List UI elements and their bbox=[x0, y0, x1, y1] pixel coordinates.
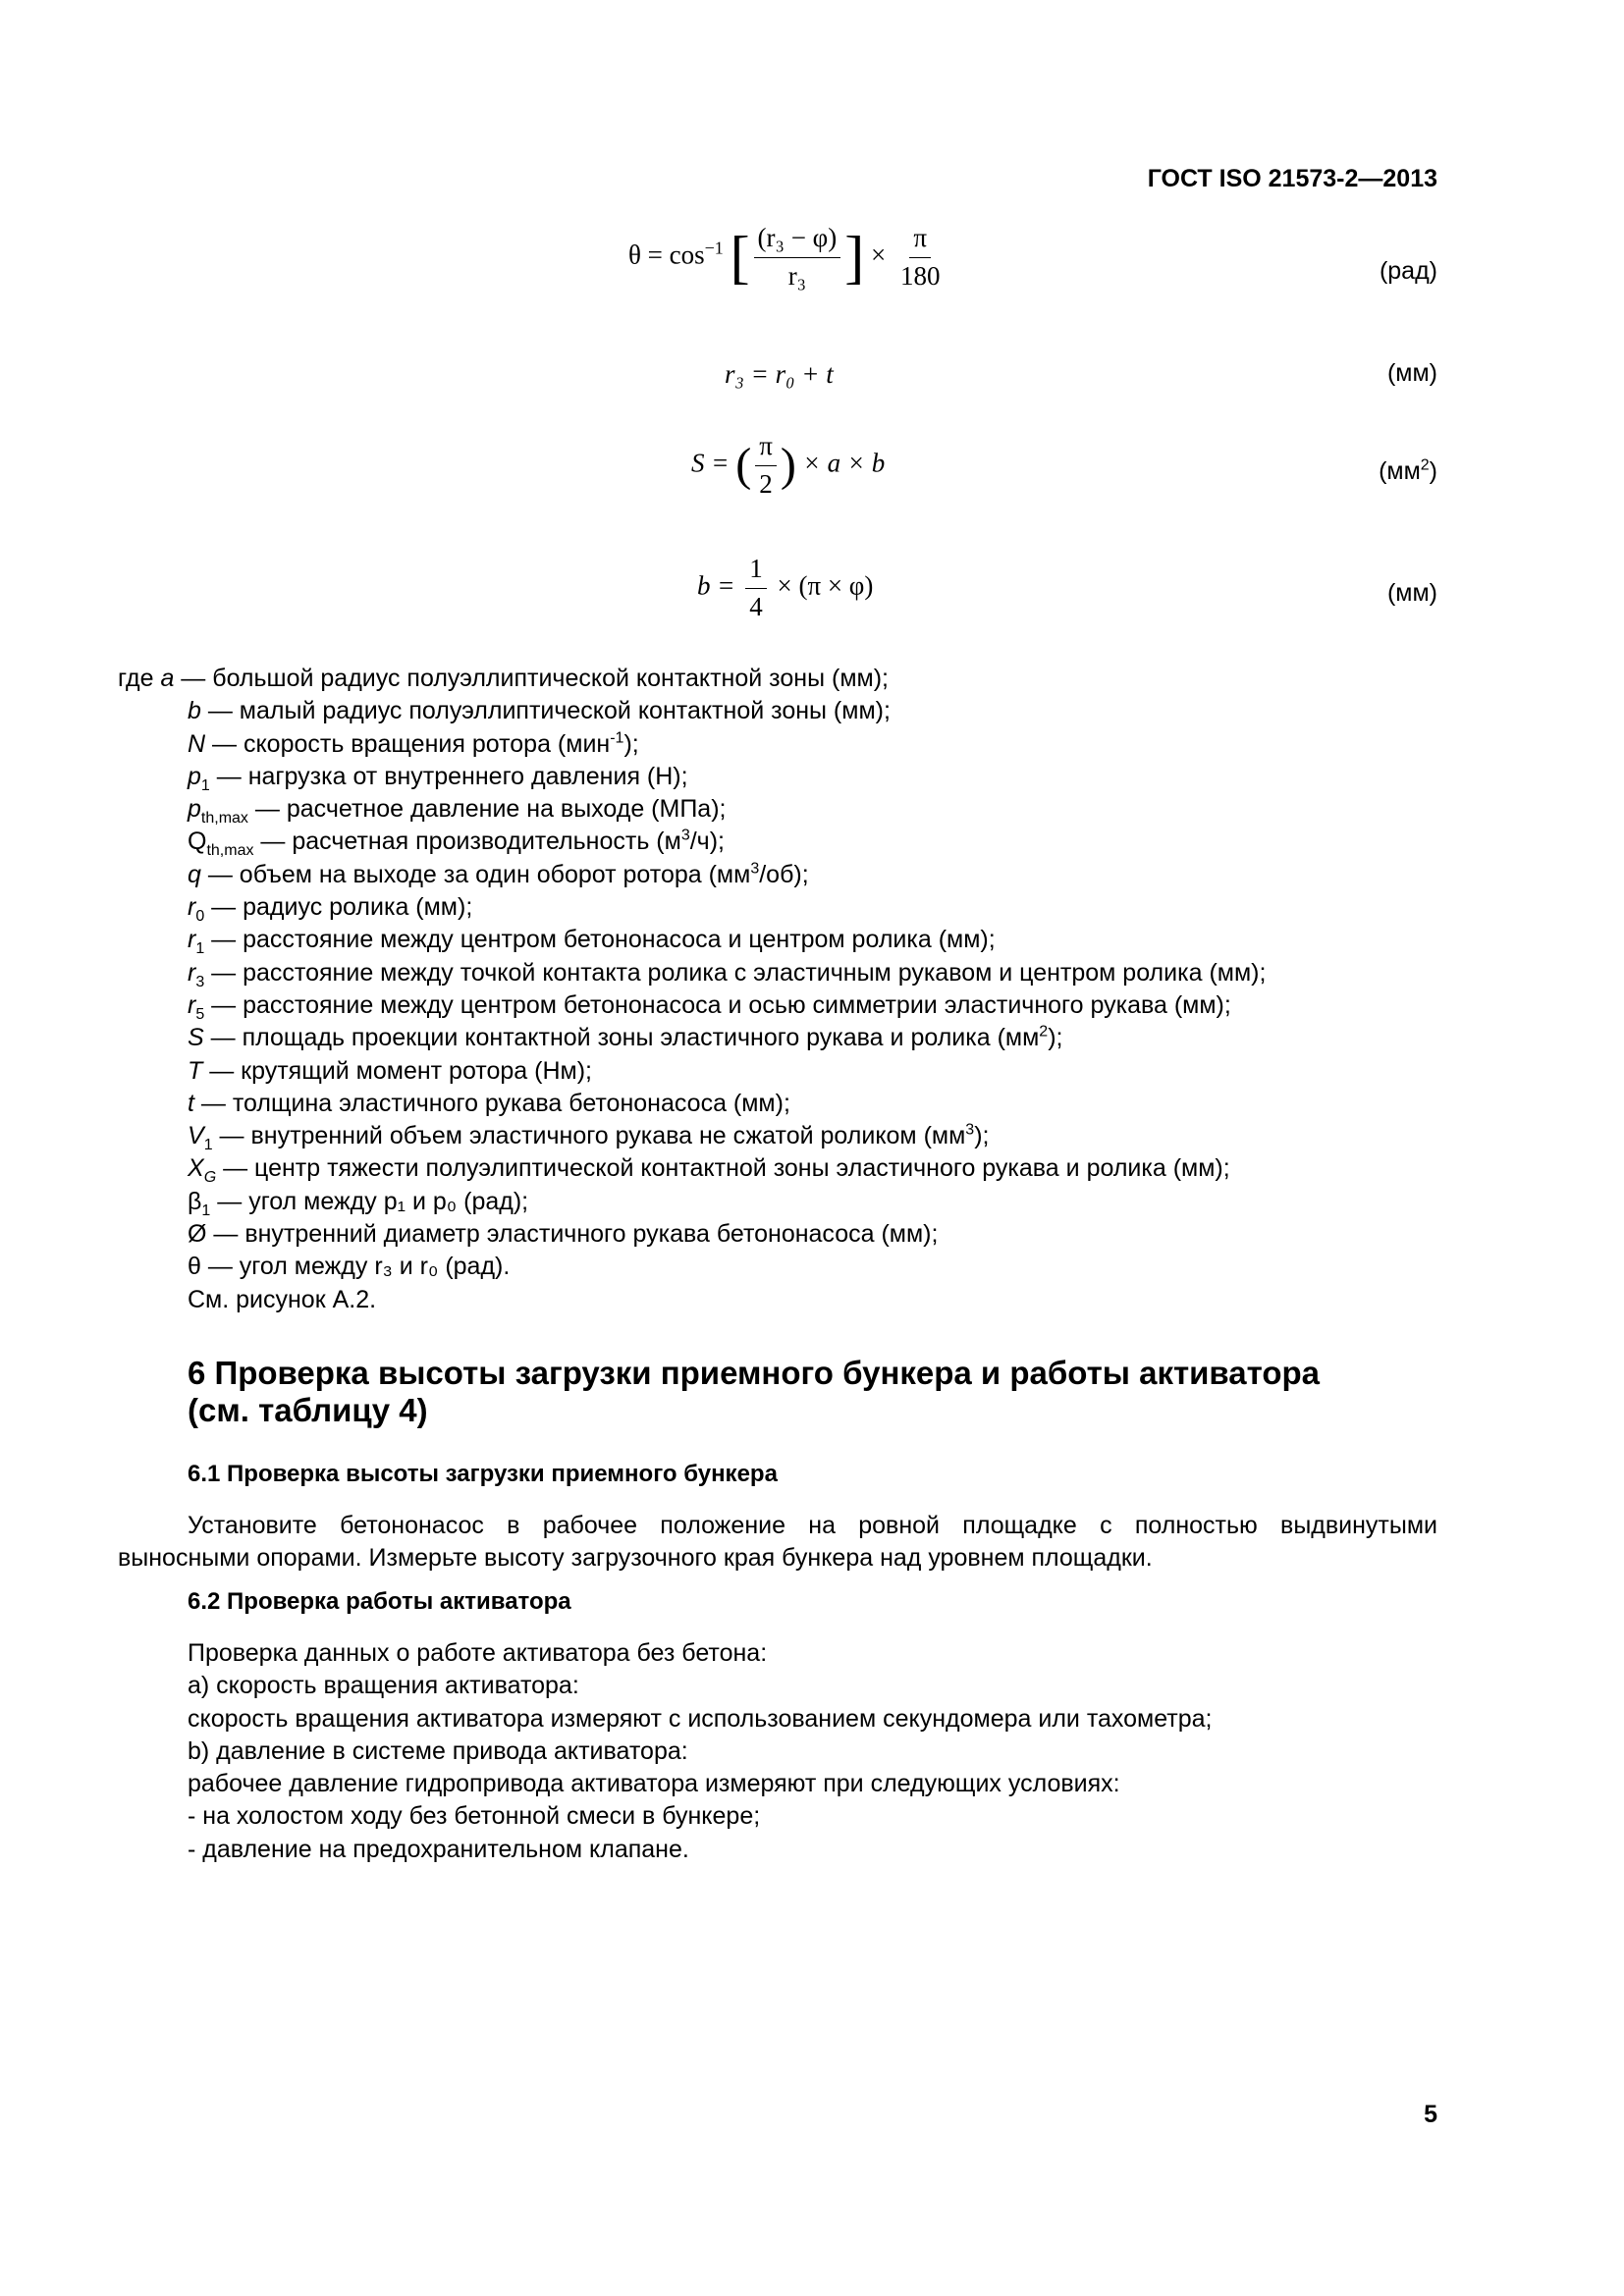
definition-text: — расстояние между точкой контакта ролика с эластичным рукавом и центром ролика (мм); bbox=[204, 958, 1267, 987]
definition-text: — толщина эластичного рукава бетононасоса (мм); bbox=[193, 1089, 790, 1117]
formula-s bbox=[691, 432, 885, 499]
definition-text: — радиус ролика (мм); bbox=[204, 893, 473, 922]
definition-row bbox=[118, 1022, 1266, 1054]
definition-text: — расстояние между центром бетононасоса и центром ролика (мм); bbox=[204, 926, 996, 954]
formula-s-unit bbox=[1379, 457, 1437, 486]
definition-text: — объем на выходе за один оборот ротора (мм bbox=[200, 860, 751, 888]
definition-text: — внутренний диаметр эластичного рукава бетононасоса (мм); bbox=[206, 1220, 939, 1249]
definition-row bbox=[118, 924, 1266, 956]
bracket-close: ] bbox=[844, 225, 865, 291]
definition-sub: 1 bbox=[200, 776, 210, 794]
definition-row bbox=[118, 695, 1266, 727]
definitions-intro: где bbox=[118, 665, 154, 692]
definition-sub: 1 bbox=[201, 1201, 211, 1219]
fraction-denominator: 180 bbox=[899, 260, 941, 291]
definition-text: — площадь проекции контактной зоны эластичного рукава и ролика (мм bbox=[203, 1024, 1040, 1052]
formula-theta bbox=[628, 224, 947, 291]
unit-base: (мм bbox=[1379, 457, 1421, 485]
formula-s-rest: × a × b bbox=[802, 448, 886, 478]
formula-r3: r₃ = r₀ + t bbox=[725, 359, 834, 389]
list-item: a) скорость вращения активатора: bbox=[188, 1672, 579, 1700]
definition-row bbox=[118, 1088, 1266, 1120]
section-6-title-line2: (см. таблицу 4) bbox=[188, 1392, 428, 1428]
definition-symbol: Ø bbox=[188, 1220, 207, 1249]
list-item: - на холостом ходу без бетонной смеси в бункере; bbox=[188, 1802, 761, 1831]
definition-row bbox=[118, 1152, 1266, 1185]
definition-symbol: X bbox=[188, 1154, 204, 1183]
definition-symbol: r bbox=[188, 990, 196, 1019]
document-header: ГОСТ ISO 21573-2—2013 bbox=[1147, 165, 1437, 192]
definition-symbol: T bbox=[188, 1056, 203, 1085]
definition-text: — скорость вращения ротора (мин bbox=[205, 729, 611, 758]
definition-tail: ); bbox=[623, 729, 639, 758]
fraction-denominator: 2 bbox=[759, 468, 773, 499]
formula-r3-unit: (мм) bbox=[1386, 359, 1437, 387]
definition-tail: /ч); bbox=[689, 828, 725, 856]
fraction-pi-180 bbox=[896, 224, 945, 291]
definition-sup: 2 bbox=[1039, 1023, 1049, 1041]
definition-row bbox=[118, 1218, 1266, 1251]
definition-text: — нагрузка от внутреннего давления (Н); bbox=[209, 762, 688, 790]
definition-sub: 3 bbox=[195, 973, 205, 990]
definition-text: — угол между r₃ и r₀ (рад). bbox=[200, 1253, 511, 1281]
subsection-6-1-title: 6.1 Проверка высоты загрузки приемного бункера bbox=[188, 1461, 778, 1487]
section-6-title bbox=[188, 1355, 1464, 1429]
paragraph-line: Установите бетононасос в рабочее положение на ровной площадке с полностью выдвинутыми bbox=[188, 1512, 1437, 1539]
definition-text: — центр тяжести полуэлиптической контактной зоны эластичного рукава и ролика (мм); bbox=[216, 1154, 1230, 1183]
definition-sub: 1 bbox=[195, 940, 205, 958]
definition-text: — расстояние между центром бетононасоса и осью симметрии эластичного рукава (мм); bbox=[204, 990, 1231, 1019]
definition-tail: ); bbox=[974, 1122, 990, 1150]
definition-sup: 3 bbox=[965, 1121, 975, 1139]
definition-symbol: S bbox=[188, 1024, 204, 1052]
definition-symbol: q bbox=[188, 860, 201, 888]
definition-sub: th,max bbox=[206, 842, 254, 860]
definition-row bbox=[118, 826, 1266, 858]
definition-sup: 3 bbox=[680, 828, 690, 845]
definition-row bbox=[118, 891, 1266, 924]
section-6-title-line1: 6 Проверка высоты загрузки приемного бункера и работы активатора bbox=[188, 1355, 1321, 1391]
definition-row bbox=[118, 989, 1266, 1022]
formula-s-lhs: S = bbox=[691, 448, 730, 478]
unit-end: ) bbox=[1429, 457, 1437, 485]
definition-row bbox=[118, 1186, 1266, 1218]
definition-text: — крутящий момент ротора (Нм); bbox=[202, 1056, 592, 1085]
fraction-denominator: r₃ bbox=[787, 260, 807, 291]
formula-b bbox=[697, 555, 873, 621]
definition-symbol: r bbox=[188, 893, 196, 922]
paragraph-line: выносными опорами. Измерьте высоту загрузочного края бункера над уровнем площадки. bbox=[118, 1544, 1153, 1572]
fraction-numerator: π bbox=[909, 224, 931, 258]
list-item: скорость вращения активатора измеряют с использованием секундомера или тахометра; bbox=[188, 1704, 1213, 1733]
list-item: - давление на предохранительном клапане. bbox=[188, 1835, 689, 1863]
subsection-6-2-list bbox=[188, 1637, 1212, 1866]
paren-close: ) bbox=[780, 439, 796, 492]
definition-sup: -1 bbox=[610, 729, 624, 747]
fraction-numerator: π bbox=[755, 432, 777, 466]
definition-text: — расчетное давление на выходе (МПа); bbox=[247, 795, 727, 824]
fraction-numerator: (r₃ − φ) bbox=[754, 224, 841, 258]
definition-row bbox=[118, 793, 1266, 826]
paren-open: ( bbox=[735, 439, 752, 492]
definition-symbol: β bbox=[188, 1187, 202, 1215]
definition-tail: ); bbox=[1048, 1024, 1063, 1052]
definition-sub: G bbox=[203, 1169, 217, 1187]
formula-theta-lhs: θ = cos bbox=[628, 240, 705, 270]
definition-row bbox=[118, 663, 1266, 695]
definition-row bbox=[118, 859, 1266, 891]
subsection-6-1-paragraph bbox=[118, 1510, 1437, 1575]
definition-row bbox=[118, 1120, 1266, 1152]
definition-tail: /об); bbox=[759, 860, 809, 888]
definition-row bbox=[118, 957, 1266, 989]
definition-symbol: p bbox=[188, 795, 201, 824]
formula-b-unit: (мм) bbox=[1386, 579, 1437, 607]
definition-text: — расчетная производительность (м bbox=[253, 828, 681, 856]
definition-sub: th,max bbox=[200, 810, 248, 828]
definition-symbol: b bbox=[188, 697, 201, 725]
definition-symbol: a bbox=[160, 665, 175, 692]
definition-symbol: r bbox=[188, 926, 196, 954]
definition-row bbox=[118, 728, 1266, 761]
definition-sup: 3 bbox=[750, 860, 760, 878]
fraction-numerator: 1 bbox=[745, 555, 767, 589]
fraction-pi-2 bbox=[755, 432, 777, 499]
formula-b-rest: × (π × φ) bbox=[777, 570, 874, 601]
definition-text: — большой радиус полуэллиптической контактной зоны (мм); bbox=[174, 665, 889, 692]
times-sign: × bbox=[870, 240, 887, 270]
definition-row bbox=[118, 761, 1266, 793]
definition-symbol: p bbox=[188, 762, 201, 790]
definition-row bbox=[118, 1055, 1266, 1088]
fraction-denominator: 4 bbox=[749, 591, 763, 621]
definition-sub: 0 bbox=[195, 908, 205, 926]
definition-text: — внутренний объем эластичного рукава не сжатой роликом (мм bbox=[212, 1122, 966, 1150]
list-item: b) давление в системе привода активатора: bbox=[188, 1736, 688, 1765]
definition-symbol: θ bbox=[188, 1253, 201, 1281]
formula-theta-unit: (рад) bbox=[1379, 257, 1437, 285]
bracket-open: [ bbox=[730, 225, 750, 291]
formula-theta-power: −1 bbox=[704, 238, 724, 258]
unit-sup: 2 bbox=[1420, 456, 1430, 474]
definition-row bbox=[118, 1251, 1266, 1283]
see-figure: См. рисунок А.2. bbox=[188, 1285, 377, 1313]
list-item: Проверка данных о работе активатора без бетона: bbox=[188, 1639, 768, 1667]
definition-symbol: t bbox=[188, 1089, 194, 1117]
list-item: рабочее давление гидропривода активатора измеряют при следующих условиях: bbox=[188, 1770, 1120, 1798]
page-number: 5 bbox=[1424, 2101, 1437, 2128]
definition-symbol: r bbox=[188, 958, 196, 987]
fraction-1-4 bbox=[745, 555, 767, 621]
definition-symbol: N bbox=[188, 729, 206, 758]
definition-symbol: Q bbox=[188, 828, 207, 856]
definition-text: — малый радиус полуэллиптической контактной зоны (мм); bbox=[200, 697, 891, 725]
definitions-list bbox=[118, 663, 1266, 1316]
definition-text: — угол между p₁ и p₀ (рад); bbox=[210, 1187, 529, 1215]
subsection-6-2-title: 6.2 Проверка работы активатора bbox=[188, 1588, 571, 1615]
definition-sub: 1 bbox=[203, 1137, 213, 1154]
definition-sub: 5 bbox=[195, 1005, 205, 1023]
fraction-r3 bbox=[754, 224, 841, 291]
definition-symbol: V bbox=[188, 1122, 204, 1150]
formula-b-lhs: b = bbox=[697, 570, 735, 601]
